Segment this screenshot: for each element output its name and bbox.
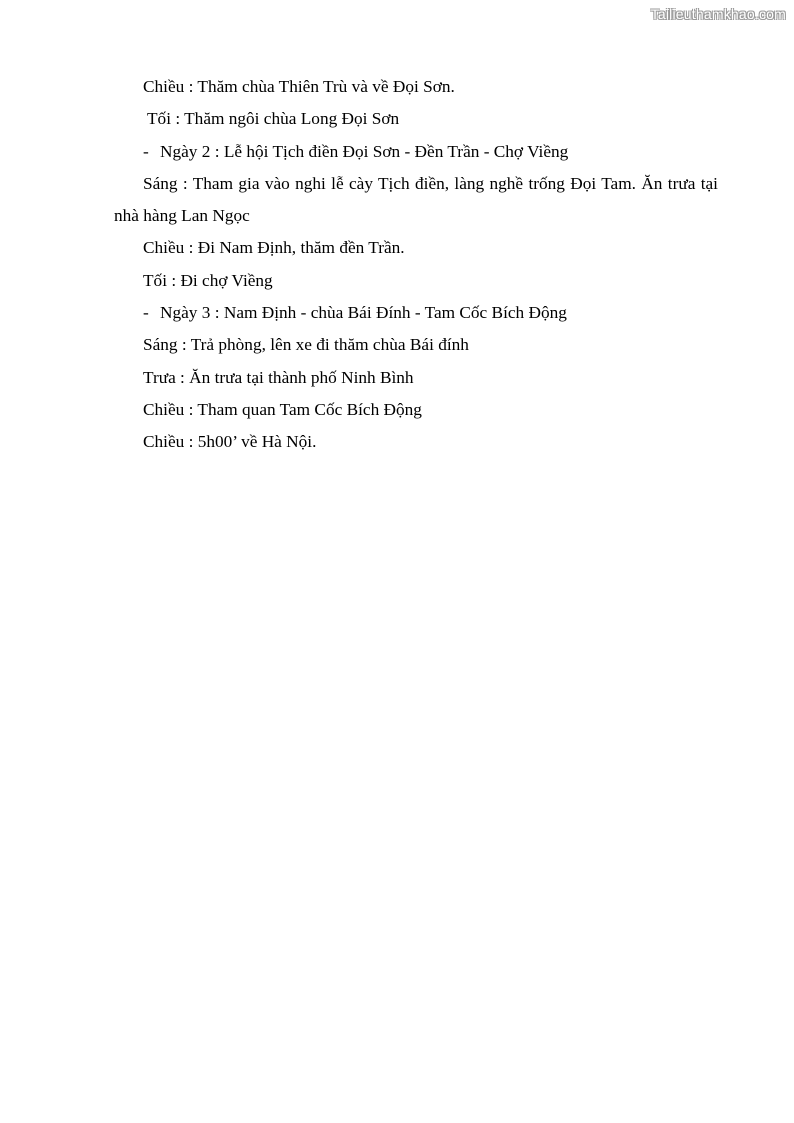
itinerary-line-afternoon-day1: Chiều : Thăm chùa Thiên Trù và về Đọi Sơn.	[143, 77, 455, 96]
itinerary-line-afternoon-day3: Chiều : Tham quan Tam Cốc Bích Động	[143, 399, 422, 419]
itinerary-line-noon-day3: Trưa : Ăn trưa tại thành phố Ninh Bình	[143, 367, 414, 387]
day3-heading-text: Ngày 3 : Nam Định - chùa Bái Đính - Tam Cốc Bích Động	[160, 303, 567, 323]
list-dash: -	[143, 303, 149, 323]
itinerary-day3-heading	[114, 297, 718, 329]
day2-heading-text: Ngày 2 : Lễ hội Tịch điền Đọi Sơn - Đền Trần - Chợ Viềng	[160, 141, 569, 161]
itinerary-line-afternoon-day2: Chiều : Đi Nam Định, thăm đền Trần.	[143, 238, 405, 258]
itinerary-line-evening-day1: Tối : Thăm ngôi chùa Long Đọi Sơn	[147, 109, 400, 129]
document-body	[114, 71, 718, 459]
itinerary-line-return-day3: Chiều : 5h00’ về Hà Nội.	[143, 432, 317, 452]
itinerary-line-evening-day2: Tối : Đi chợ Viềng	[143, 270, 273, 290]
list-dash: -	[143, 141, 149, 161]
watermark-text: Tailieuthamkhao.com	[650, 6, 786, 22]
itinerary-line-morning-day2: Sáng : Tham gia vào nghi lễ cày Tịch điền, làng nghề trống Đọi Tam. Ăn trưa tại nhà hàng Lan Ngọc	[114, 173, 718, 226]
itinerary-day2-heading	[114, 136, 718, 168]
itinerary-line-morning-day3: Sáng : Trả phòng, lên xe đi thăm chùa Bái đính	[143, 335, 469, 355]
